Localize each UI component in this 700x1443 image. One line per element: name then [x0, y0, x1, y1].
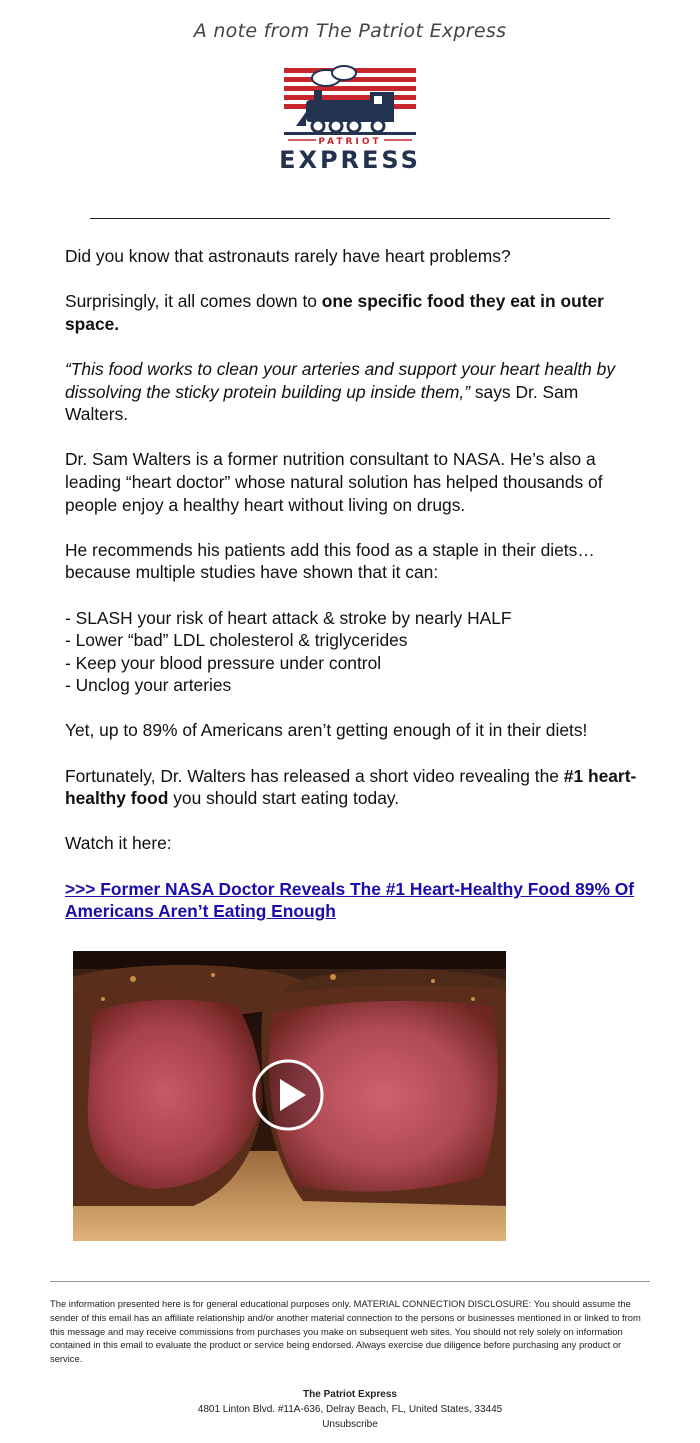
benefits-list — [65, 607, 640, 697]
locomotive-icon — [278, 64, 422, 174]
p7-rest: you should start eating today. — [168, 788, 400, 809]
list-item: - Keep your blood pressure under control — [65, 652, 382, 673]
logo-top-text: PATRIOT — [318, 137, 382, 147]
email-body — [65, 245, 640, 945]
p7-bold: #1 heart-healthy food — [65, 765, 637, 809]
logo-bottom-text: EXPRESS — [279, 146, 421, 174]
paragraph-1: Did you know that astronauts rarely have heart problems? — [65, 246, 511, 266]
footer-divider — [50, 1281, 650, 1282]
patriot-express-logo — [278, 64, 422, 174]
p7-text: Fortunately, Dr. Walters has released a short video revealing the — [65, 765, 564, 786]
p2-text: Surprisingly, it all comes down to — [65, 291, 322, 312]
quote-text: “This food works to clean your arteries and support your heart health by dissolving the sticky protein building up inside them,” — [65, 358, 616, 402]
cta-paragraph — [65, 878, 640, 923]
list-item: - Lower “bad” LDL cholesterol & triglycerides — [65, 630, 408, 651]
p3-rest: says Dr. Sam Walters. — [65, 381, 579, 425]
paragraph-2 — [65, 290, 640, 335]
disclaimer-text: The information presented here is for general educational purposes only. MATERIAL CONNECTION DISCLOSURE: You should assume the sender of this email has an affiliate relationship and/or another material connection to the persons or businesses mentioned in or linked to from this message and may receive commissions from purchases you make on subsequent web sites. You should not rely solely on information contained in this email to evaluate the product or service being endorsed. Always exercise due diligence before purchasing any product or service. — [50, 1298, 641, 1365]
video-thumbnail[interactable] — [73, 951, 506, 1241]
footer-address-block — [0, 1387, 700, 1432]
paragraph-4: Dr. Sam Walters is a former nutrition consultant to NASA. He’s also a leading “heart doctor” whose natural solution has helped thousands of people enjoy a healthy heart without living on drugs. — [65, 449, 603, 515]
unsubscribe-link[interactable]: Unsubscribe — [322, 1419, 378, 1430]
paragraph-5: He recommends his patients add this food as a staple in their diets… because multiple studies have shown that it can: — [65, 539, 595, 583]
cta-link[interactable]: >>> Former NASA Doctor Reveals The #1 Heart-Healthy Food 89% Of Americans Aren’t Eating Enough — [65, 878, 635, 922]
list-item: - SLASH your risk of heart attack & stroke by nearly HALF — [65, 607, 512, 628]
list-item: - Unclog your arteries — [65, 675, 232, 696]
paragraph-7 — [65, 765, 640, 810]
p2-bold: one specific food they eat in outer space. — [65, 291, 604, 334]
header-note: A note from The Patriot Express — [193, 20, 507, 42]
company-name: The Patriot Express — [303, 1389, 397, 1400]
paragraph-6: Yet, up to 89% of Americans aren’t getting enough of it in their diets! — [65, 720, 588, 741]
paragraph-8: Watch it here: — [65, 833, 172, 854]
play-icon[interactable] — [252, 1059, 324, 1131]
paragraph-3 — [65, 358, 640, 426]
company-address: 4801 Linton Blvd. #11A-636, Delray Beach, FL, United States, 33445 — [197, 1404, 503, 1415]
header-divider — [90, 218, 610, 219]
